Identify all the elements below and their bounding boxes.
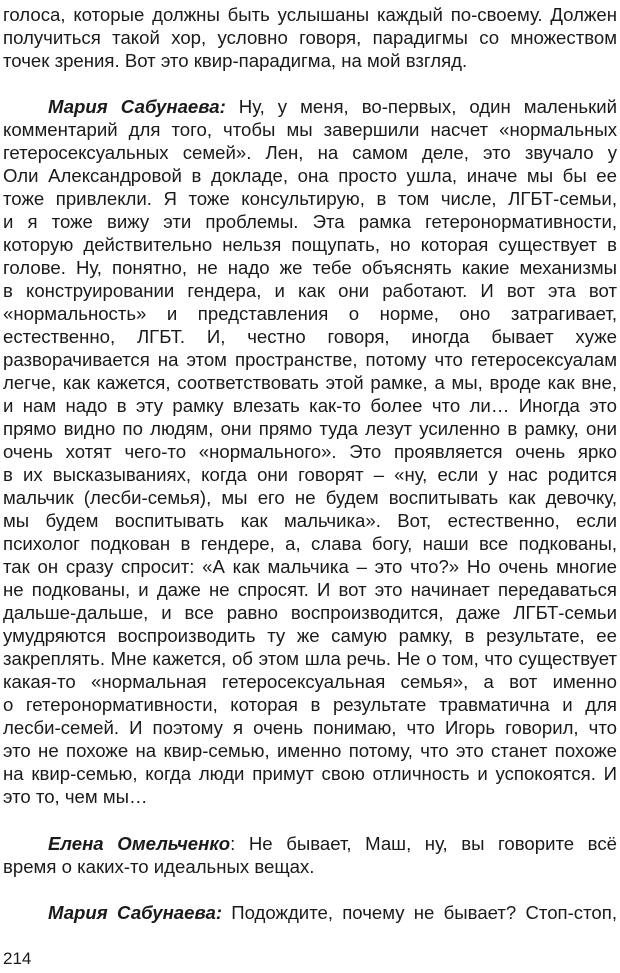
text-line: естественно, ЛГБТ. И, честно говоря, иногда бывает хуже xyxy=(3,326,617,347)
text-line-rest: Ну, у меня, во-первых, один маленький xyxy=(225,96,617,117)
text-line: это не похоже на квир-семью, именно потому, что это станет похоже xyxy=(3,740,617,761)
text-line: тоже привлекли. Я тоже консультирую, в том числе, ЛГБТ-семьи, xyxy=(3,188,617,209)
text-line: и нам надо в эту рамку влезать как-то более что ли… Иногда это xyxy=(3,395,617,416)
text-line: комментарий для того, чтобы мы завершили насчет «нормальных xyxy=(3,119,617,140)
text-line: время о каких-то идеальных вещах. xyxy=(3,856,315,877)
speaker-name: Мария Сабунаева: xyxy=(48,902,223,923)
text-line: не подкованы, и даже не спросят. И вот это начинает передаваться xyxy=(3,579,617,600)
text-line-rest: : Не бывает, Маш, ну, вы говорите всё xyxy=(230,833,617,854)
text-line: в конструировании гендера, и как они работают. И вот эта вот xyxy=(3,280,617,301)
text-line: так он сразу спросит: «А как мальчика – это что?» Но очень многие xyxy=(3,556,617,577)
text-line: которую действительно нельзя пощупать, но которая существует в xyxy=(3,234,617,255)
text-line: точек зрения. Вот это квир-парадигма, на мой взгляд. xyxy=(3,50,468,71)
text-line-rest: Подождите, почему не бывает? Стоп-стоп, xyxy=(222,902,617,923)
text-line: прямо видно по людям, они прямо туда лезут усиленно в рамку, они xyxy=(3,418,617,439)
text-line: психолог подкован в гендере, а, слава богу, наши все подкованы, xyxy=(3,533,617,554)
text-line: о гетеронормативности, которая в результате травматична и для xyxy=(3,694,617,715)
text-line: это то, чем мы… xyxy=(3,786,148,807)
text-line: голове. Ну, понятно, не надо же тебе объяснять какие механизмы xyxy=(3,257,617,278)
text-line: очень хотят чего-то «нормального». Это проявляется очень ярко xyxy=(3,441,617,462)
text-line: получиться такой хор, условно говоря, парадигмы со множеством xyxy=(3,27,617,48)
speaker-name: Елена Омельченко xyxy=(48,833,231,854)
text-line: закреплять. Мне кажется, об этом шла речь. Не о том, что существует xyxy=(3,648,617,669)
text-line: на квир-семью, когда люди примут свою отличность и успокоятся. И xyxy=(3,763,617,784)
text-line: дальше-дальше, и все равно воспроизводится, даже ЛГБТ-семьи xyxy=(3,602,617,623)
text-line: лесби-семей. И поэтому я очень понимаю, что Игорь говорил, что xyxy=(3,717,617,738)
text-line: мы будем воспитывать как мальчика». Вот, естественно, если xyxy=(3,510,617,531)
text-line: и я тоже вижу эти проблемы. Эта рамка гетеронормативности, xyxy=(3,211,617,232)
speaker-line xyxy=(48,898,617,928)
text-line: мальчик (лесби-семья), мы его не будем воспитывать как девочку, xyxy=(3,487,617,508)
text-line: разворачивается на этом пространстве, потому что гетеросексуалам xyxy=(3,349,617,370)
text-line: Оли Александровой в докладе, она просто ушла, иначе мы бы ее xyxy=(3,165,617,186)
text-line: умудряются воспроизводить ту же самую рамку, в результате, ее xyxy=(3,625,617,646)
text-line: голоса, которые должны быть услышаны каждый по-своему. Должен xyxy=(3,4,617,25)
text-line: «нормальность» и представления о норме, оно затрагивает, xyxy=(3,303,617,324)
text-line: легче, как кажется, соответствовать этой рамке, а мы, вроде как вне, xyxy=(3,372,617,393)
speaker-name: Мария Сабунаева: xyxy=(48,96,226,117)
text-line: какая-то «нормальная гетеросексуальная семья», а вот именно xyxy=(3,671,617,692)
page-number: 214 xyxy=(3,949,32,968)
text-line: в их высказываниях, когда они говорят – «ну, если у нас родится xyxy=(3,464,617,485)
text-line: гетеросексуальных семей». Лен, на самом деле, это звучало у xyxy=(3,142,617,163)
